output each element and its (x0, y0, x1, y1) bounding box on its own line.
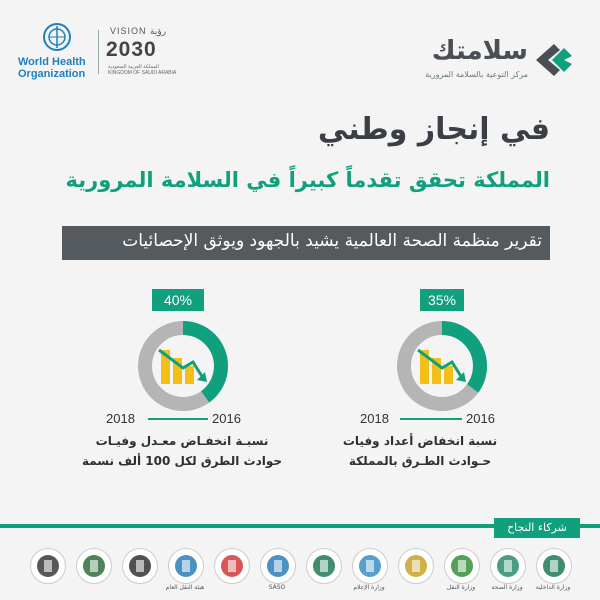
report-banner-text: تقرير منظمة الصحة العالمية يشيد بالجهود ويوثق الإحصائيات (122, 231, 542, 251)
partner-logo (352, 548, 388, 584)
who-line2: Organization (18, 68, 86, 80)
partner-emblem-icon (77, 549, 111, 583)
year-range-line (400, 418, 462, 420)
partner-logo (306, 548, 342, 584)
brand-subtitle: مركز التوعية بالسلامة المرورية (425, 70, 528, 79)
partners-label: شركاء النجاح (494, 518, 580, 538)
stat-description-line2: حـوادث الطـرق بالمملكة (348, 454, 492, 468)
headline: في إنجاز وطني (317, 112, 550, 147)
partner-emblem-icon (169, 549, 203, 583)
partner-logo (214, 548, 250, 584)
partner-logo (122, 548, 158, 584)
vision-year: 2030 (106, 38, 157, 61)
partner-emblem-icon (445, 549, 479, 583)
partner-label: وزارة الإعلام (353, 584, 385, 591)
partner-logo (536, 548, 572, 584)
logo-divider (98, 30, 99, 74)
partner-label: SASO (268, 584, 286, 591)
stat-ring-chart (133, 316, 233, 416)
partner-logo (490, 548, 526, 584)
partner-logo (76, 548, 112, 584)
year-range-line (148, 418, 208, 420)
partner-logo (168, 548, 204, 584)
partner-emblem-icon (31, 549, 65, 583)
partner-emblem-icon (123, 549, 157, 583)
brand-name: سلامتك (431, 36, 528, 66)
partner-emblem-icon (399, 549, 433, 583)
partner-logo (30, 548, 66, 584)
stat-description-line1: نسبـة انخفـاض معـدل وفيـات (95, 434, 269, 448)
partner-label: وزارة النقل (446, 584, 476, 591)
partner-logo (260, 548, 296, 584)
partner-emblem-icon (261, 549, 295, 583)
partner-label: وزارة الصحة (491, 584, 523, 591)
vision-subtitle: المملكة العربية السعودية KINGDOM OF SAUDI ARABIA (108, 64, 177, 76)
subheadline: المملكة تحقق تقدماً كبيراً في السلامة المرورية (65, 168, 550, 192)
vision-label: VISION رؤية (110, 26, 167, 36)
who-emblem-icon (42, 22, 72, 52)
year-start: 2016 (466, 411, 495, 426)
stat-percent-badge: 40% (152, 289, 204, 311)
year-start: 2016 (212, 411, 241, 426)
stat-description-line2: حوادث الطرق لكل 100 ألف نسمة (81, 454, 283, 468)
partner-logo (398, 548, 434, 584)
salamtak-road-icon (530, 40, 576, 80)
stat-percent-badge: 35% (420, 289, 464, 311)
partner-emblem-icon (353, 549, 387, 583)
who-logo-text (18, 56, 108, 80)
partner-emblem-icon (307, 549, 341, 583)
year-end: 2018 (106, 411, 135, 426)
partner-label: وزارة الداخلية (535, 584, 571, 591)
stat-description-line1: نسبة انخفاض أعداد وفيات (342, 434, 498, 448)
stat-ring-chart (392, 316, 492, 416)
who-line1: World Health (18, 56, 86, 68)
partner-logo (444, 548, 480, 584)
partner-label: هيئة النقل العام (165, 584, 205, 591)
year-end: 2018 (360, 411, 389, 426)
declining-bars-icon (418, 350, 466, 384)
partner-emblem-icon (215, 549, 249, 583)
partner-emblem-icon (537, 549, 571, 583)
partner-emblem-icon (491, 549, 525, 583)
declining-bars-icon (159, 350, 207, 384)
